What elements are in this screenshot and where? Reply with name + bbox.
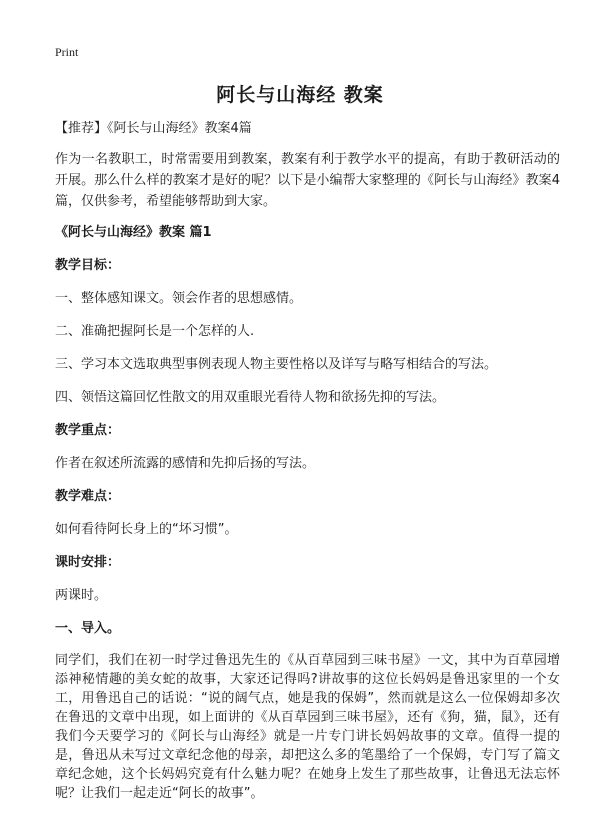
document-title: 阿长与山海经 教案	[216, 84, 384, 106]
difficulties-text: 如何看待阿长身上的“坏习惯”。	[55, 522, 238, 537]
key-points-heading: 教学重点：	[55, 423, 121, 438]
goal-item: 四、领悟这篇回忆性散文的用双重眼光看待人物和欲扬先抑的写法。	[55, 390, 446, 405]
key-points-text: 作者在叙述所流露的感情和先抑后扬的写法。	[55, 456, 316, 471]
schedule-heading: 课时安排：	[55, 555, 121, 570]
goal-item: 三、学习本文选取典型事例表现人物主要性格以及详写与略写相结合的写法。	[55, 357, 498, 372]
lead-in-paragraph: 同学们，我们在初一时学过鲁迅先生的《从百草园到三味书屋》一文，其中为百草园增添神秘情趣的美女蛇的故事，大家还记得吗?讲故事的这位长妈妈是鲁迅家里的一个女工，用鲁迅自己的话说：“说的阔气点，她是我的保姆”，然而就是这么一位保姆却多次在鲁迅的文章中出现，如上面讲的《从百草园到三味书屋》，还有《狗，猫，鼠》，还有我们今天要学习的《阿长与山海经》就是一片专门讲长妈妈故事的文章。值得一提的是，鲁迅从未写过文章纪念他的母亲，却把这么多的笔墨给了一个保姆，专门写了篇文章纪念她，这个长妈妈究竟有什么魅力呢？在她身上发生了那些故事，让鲁迅无法忘怀呢？让我们一起走近“阿长的故事”。	[55, 653, 560, 801]
goals-heading: 教学目标：	[55, 258, 121, 273]
lead-in-heading: 一、导入。	[55, 621, 121, 636]
goal-item: 一、整体感知课文。领会作者的思想感情。	[55, 291, 303, 306]
print-link[interactable]: Print	[55, 45, 79, 59]
document-body	[55, 118, 560, 803]
difficulties-heading: 教学难点：	[55, 489, 121, 504]
section-title: 《阿长与山海经》教案 篇1	[55, 225, 212, 240]
goal-item: 二、准确把握阿长是一个怎样的人.	[55, 324, 255, 339]
intro-paragraph: 作为一名教职工，时常需要用到教案，教案有利于教学水平的提高，有助于教研活动的开展。那么什么样的教案才是好的呢？以下是小编帮大家整理的《阿长与山海经》教案4篇，仅供参考，希望能够帮助到大家。	[55, 152, 560, 209]
recommend-line: 【推荐】《阿长与山海经》教案4篇	[55, 121, 252, 136]
schedule-text: 两课时。	[55, 588, 108, 603]
